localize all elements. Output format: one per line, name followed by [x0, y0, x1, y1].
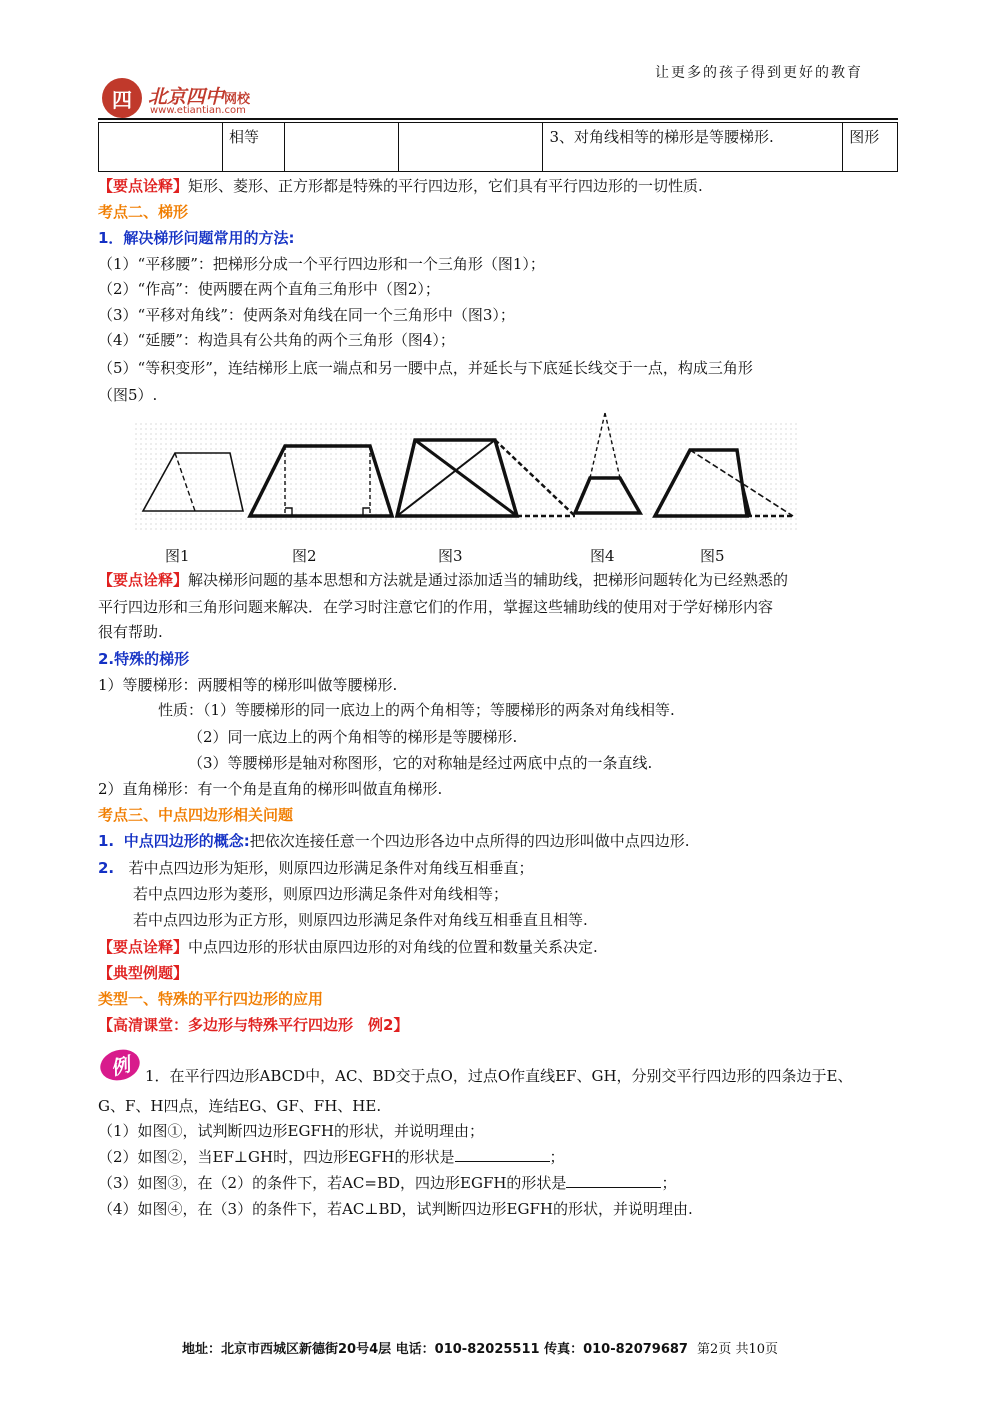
- method-1: （1）“平移腰”：把梯形分成一个平行四边形和一个三角形（图1）；: [98, 255, 545, 273]
- table-cell: 3、对角线相等的梯形是等腰梯形.: [543, 123, 843, 172]
- mid-line-3: 若中点四边形为正方形，则原四边形满足条件对角线互相垂直且相等.: [133, 911, 588, 929]
- special-line-3: （2）同一底边上的两个角相等的梯形是等腰梯形.: [188, 728, 518, 746]
- logo-url: www.etiantian.com: [150, 105, 246, 116]
- trapezoid-figures: [135, 408, 800, 536]
- figure-label-4: 图4: [590, 547, 615, 565]
- section3-title: 考点三、中点四边形相关问题: [98, 806, 294, 824]
- method-5-cont: （图5）.: [98, 386, 158, 404]
- problem-q1: （1）如图①，试判断四边形EGFH的形状，并说明理由；: [98, 1122, 484, 1140]
- mid-item-1: [98, 831, 689, 851]
- method-2: （2）“作高”：使两腰在两个直角三角形中（图2）；: [98, 280, 440, 298]
- logo-icon: [102, 78, 142, 118]
- footer-address: 地址：北京市西城区新德街20号4层 电话：010-82025511 传真：010-82079687: [182, 1342, 688, 1357]
- table-cell: [99, 123, 223, 172]
- methods-title: 1．解决梯形问题常用的方法:: [98, 229, 295, 247]
- footer: [182, 1338, 778, 1357]
- table-cell: 图形: [843, 123, 898, 172]
- problem-q3-text: （3）如图③，在（2）的条件下，若AC=BD，四边形EGFH的形状是: [98, 1174, 567, 1192]
- figure-label-5: 图5: [700, 547, 725, 565]
- mid-line-1: 若中点四边形为矩形，则原四边形满足条件对角线互相垂直；: [128, 859, 534, 877]
- problem-q3: [98, 1173, 676, 1193]
- note2-tag: 【要点诠释】: [98, 571, 189, 589]
- section2-title: 考点二、梯形: [98, 203, 189, 221]
- problem-q4: （4）如图④，在（3）的条件下，若AC⊥BD，试判断四边形EGFH的形状，并说明理由.: [98, 1200, 693, 1218]
- answer-blank[interactable]: [566, 1173, 661, 1188]
- special-line-4: （3）等腰梯形是轴对称图形，它的对称轴是经过两底中点的一条直线.: [188, 754, 653, 772]
- note1: [98, 176, 703, 196]
- figure-label-3: 图3: [438, 547, 463, 565]
- table-cell: [285, 123, 399, 172]
- note2-line-1: [98, 570, 788, 590]
- logo-name-sub: 网校: [224, 92, 251, 107]
- footer-page: 第2页 共10页: [697, 1342, 778, 1357]
- special-line-2: 性质：（1）等腰梯形的同一底边上的两个角相等；等腰梯形的两条对角线相等.: [158, 701, 675, 719]
- note1-text: 矩形、菱形、正方形都是特殊的平行四边形，它们具有平行四边形的一切性质.: [188, 177, 703, 195]
- problem-line-1: 1．在平行四边形ABCD中，AC、BD交于点O，过点O作直线EF、GH，分别交平行四边形的四条边于E、: [145, 1067, 853, 1085]
- example-badge-icon: [97, 1045, 143, 1084]
- mid-num-1: 1.: [98, 832, 115, 850]
- answer-blank[interactable]: [455, 1147, 550, 1162]
- figure-label-2: 图2: [292, 547, 317, 565]
- note3-tag: 【要点诠释】: [98, 938, 189, 956]
- method-3: （3）“平移对角线”：使两条对角线在同一个三角形中（图3）；: [98, 306, 515, 324]
- problem-q3-end: ；: [661, 1174, 677, 1192]
- figure-label-1: 图1: [165, 547, 190, 565]
- note2-text: 解决梯形问题的基本思想和方法就是通过添加适当的辅助线，把梯形问题转化为已经熟悉的: [188, 571, 789, 589]
- note2-line-2: 平行四边形和三角形问题来解决．在学习时注意它们的作用，掌握这些辅助线的使用对于学好梯形内容: [98, 598, 774, 616]
- problem-q2: [98, 1147, 565, 1167]
- method-5: （5）“等积变形”，连结梯形上底一端点和另一腰中点，并延长与下底延长线交于一点，构成三角形: [98, 359, 753, 377]
- special-line-5: 2）直角梯形：有一个角是直角的梯形叫做直角梯形.: [98, 780, 443, 798]
- table-row: [99, 123, 898, 172]
- note3: [98, 937, 598, 957]
- examples-title: 【典型例题】: [98, 964, 189, 982]
- hd-classroom-title: 【高清课堂：多边形与特殊平行四边形 例2】: [98, 1016, 409, 1034]
- logo-mark: 四: [112, 88, 132, 112]
- mid-concept-label: 中点四边形的概念:: [123, 832, 250, 850]
- example-badge-label: 例: [108, 1053, 133, 1081]
- problem-line-2: G、F、H四点，连结EG、GF、FH、HE.: [98, 1097, 382, 1115]
- table-cell: [398, 123, 543, 172]
- header-slogan: 让更多的孩子得到更好的教育: [655, 65, 863, 81]
- special-title: 2.特殊的梯形: [98, 650, 190, 668]
- mid-item-2: [98, 858, 533, 878]
- problem-q2-end: ；: [549, 1148, 565, 1166]
- logo-name-main: 北京四中: [148, 86, 225, 108]
- mid-concept-text: 把依次连接任意一个四边形各边中点所得的四边形叫做中点四边形.: [249, 832, 690, 850]
- type1-title: 类型一、特殊的平行四边形的应用: [98, 990, 324, 1008]
- note1-tag: 【要点诠释】: [98, 177, 189, 195]
- mid-num-2: 2.: [98, 859, 115, 877]
- special-line-1: 1）等腰梯形：两腰相等的梯形叫做等腰梯形.: [98, 676, 398, 694]
- note2-line-3: 很有帮助.: [98, 623, 163, 641]
- header-divider: [98, 118, 898, 120]
- mid-line-2: 若中点四边形为菱形，则原四边形满足条件对角线相等；: [133, 885, 509, 903]
- comparison-table: [98, 122, 898, 172]
- note3-text: 中点四边形的形状由原四边形的对角线的位置和数量关系决定.: [188, 938, 598, 956]
- table-cell: 相等: [223, 123, 285, 172]
- problem-q2-text: （2）如图②，当EF⊥GH时，四边形EGFH的形状是: [98, 1148, 455, 1166]
- method-4: （4）“延腰”：构造具有公共角的两个三角形（图4）；: [98, 331, 455, 349]
